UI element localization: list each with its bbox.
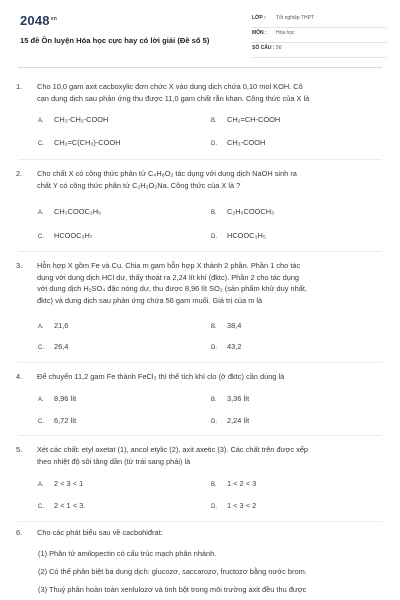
option-label: D. (211, 141, 217, 147)
option-text: 1 < 3 < 2 (227, 501, 257, 510)
question-divider (18, 159, 382, 160)
option-b[interactable] (211, 393, 249, 406)
question-text (37, 260, 375, 306)
option-b[interactable] (211, 206, 274, 219)
question-divider (18, 435, 382, 436)
option-label: C. (38, 504, 44, 510)
question-text (37, 81, 375, 104)
question-line: đktc) và dung dịch sau phản ứng chứa 56 gam muối. Giá trị của m là (37, 295, 263, 305)
option-text: CH₃COOC₂H₅ (54, 207, 102, 216)
question-divider (18, 251, 382, 252)
option-label: C. (38, 419, 44, 425)
option-label: B. (211, 210, 217, 216)
question-number: 1. (16, 82, 23, 91)
meta-label: MÔN : (252, 30, 267, 36)
exam-meta (252, 13, 387, 58)
option-c[interactable] (38, 137, 120, 150)
question-line: Xét các chất: etyl axetat (1), ancol etylic (2), axit axetic (3). Các chất trên được xếp (37, 445, 309, 454)
question-line: dụng với dung dịch HCl dư, thấy thoát ra 2,24 lít khí (đktc). Phần 2 cho tác dụng (37, 272, 300, 282)
option-text: 21,6 (54, 321, 69, 330)
option-b[interactable] (211, 114, 280, 127)
option-label: D. (211, 345, 217, 351)
meta-value: Tốt nghiệp THPT (276, 15, 314, 21)
option-label: D. (211, 504, 217, 510)
site-logo[interactable] (20, 13, 57, 28)
meta-row-subject (252, 28, 387, 43)
option-label: A. (38, 118, 44, 124)
question-text (37, 371, 375, 383)
meta-row-grade (252, 13, 387, 28)
option-text: 2 < 1 < 3. (54, 501, 86, 510)
question-line: chất Y có công thức phân tử C₂H₃O₂Na. Công thức của X là ? (37, 180, 241, 190)
option-label: D. (211, 419, 217, 425)
logo-suffix: vn (50, 15, 57, 22)
meta-value: 50 (276, 45, 282, 51)
option-label: C. (38, 345, 44, 351)
option-label: D. (211, 234, 217, 240)
option-a[interactable] (38, 320, 68, 333)
option-d[interactable] (211, 415, 249, 428)
option-text: 2 < 3 < 1 (54, 479, 84, 488)
question-line: Cho chất X có công thức phân tử C₄H₈O₂ tác dụng với dung dịch NaOH sinh ra (37, 169, 297, 178)
statement-2: (2) Có thể phân biệt ba dung dịch: glucozơ, saccarozơ, fructozơ bằng nước brom. (38, 567, 307, 576)
option-text: 6,72 lít (54, 416, 77, 425)
header-divider (18, 67, 382, 68)
option-label: A. (38, 397, 44, 403)
option-label: B. (211, 118, 217, 124)
option-text: 8,96 lít (54, 394, 77, 403)
question-line: với dung dịch H₂SO₄ đặc nóng dư, thu được 8,96 lít SO₂ (sản phẩm khử duy nhất, (37, 284, 307, 293)
option-text: C₂H₅COOCH₃ (227, 207, 275, 216)
option-label: A. (38, 482, 44, 488)
option-label: C. (38, 141, 44, 147)
option-text: HCOOC₃H₅ (227, 231, 266, 240)
meta-row-count (252, 43, 387, 58)
question-line: Cho các phát biểu sau về cacbohiđrat: (37, 528, 163, 537)
meta-value: Hóa học (276, 30, 295, 36)
option-d[interactable] (211, 137, 265, 150)
option-label: A. (38, 210, 44, 216)
question-number: 5. (16, 445, 23, 454)
question-text (37, 168, 375, 191)
option-a[interactable] (38, 393, 76, 406)
option-label: B. (211, 482, 217, 488)
option-c[interactable] (38, 415, 76, 428)
question-line: Để chuyển 11,2 gam Fe thành FeCl₃ thì thể tích khí clo (ở đktc) cần dùng là (37, 372, 285, 381)
question-number: 6. (16, 528, 23, 537)
question-number: 4. (16, 372, 23, 381)
meta-label: LỚP : (252, 15, 266, 21)
option-a[interactable] (38, 206, 101, 219)
option-label: B. (211, 324, 217, 330)
option-d[interactable] (211, 341, 241, 354)
option-text: CH₂=CH-COOH (227, 115, 281, 124)
page-title: 15 đề Ôn luyện Hóa học cực hay có lời giải (Đề số 5) (20, 36, 210, 45)
question-text (37, 527, 375, 539)
option-label: C. (38, 234, 44, 240)
option-b[interactable] (211, 478, 256, 491)
option-c[interactable] (38, 230, 92, 243)
option-text: 38,4 (227, 321, 242, 330)
question-line: Hỗn hợp X gồm Fe và Cu. Chia m gam hỗn hợp X thành 2 phần. Phần 1 cho tác (37, 261, 301, 270)
question-line: Cho 10,0 gam axit cacboxylic đơn chức X vào dung dịch chứa 0,10 mol KOH. Cô (37, 82, 303, 91)
option-text: 1 < 2 < 3 (227, 479, 257, 488)
statement-1: (1) Phân tử amilopectin có cấu trúc mạch phân nhánh. (38, 549, 217, 558)
option-label: A. (38, 324, 44, 330)
option-text: 26,4 (54, 342, 69, 351)
question-number: 3. (16, 261, 23, 270)
option-c[interactable] (38, 341, 68, 354)
option-d[interactable] (211, 500, 256, 513)
statement-3: (3) Thuỷ phân hoàn toàn xenlulozơ và tinh bột trong môi trường axit đều thu được (38, 585, 307, 594)
question-line: theo nhiệt độ sôi tăng dần (từ trái sang phải) là (37, 456, 191, 466)
option-label: B. (211, 397, 217, 403)
option-text: CH₃-COOH (227, 138, 266, 147)
option-text: 43,2 (227, 342, 242, 351)
question-text (37, 444, 375, 467)
option-text: CH₃-CH₂-COOH (54, 115, 109, 124)
question-divider (18, 362, 382, 363)
option-a[interactable] (38, 114, 108, 127)
option-text: HCOOC₃H₇ (54, 231, 93, 240)
logo-text: 2048 (20, 13, 50, 28)
document-header (18, 13, 384, 63)
option-text: 3,36 lít (227, 394, 250, 403)
option-a[interactable] (38, 478, 83, 491)
meta-label: SỐ CÂU : (252, 45, 275, 51)
question-divider (18, 521, 382, 522)
option-b[interactable] (211, 320, 241, 333)
option-c[interactable] (38, 500, 85, 513)
question-line: cạn dung dịch sau phản ứng thu được 11,0 gam chất rắn khan. Công thức của X là (37, 93, 310, 103)
question-number: 2. (16, 169, 23, 178)
option-text: 2,24 lít (227, 416, 250, 425)
option-d[interactable] (211, 230, 266, 243)
option-text: CH₂=C(CH₃)-COOH (54, 138, 121, 147)
